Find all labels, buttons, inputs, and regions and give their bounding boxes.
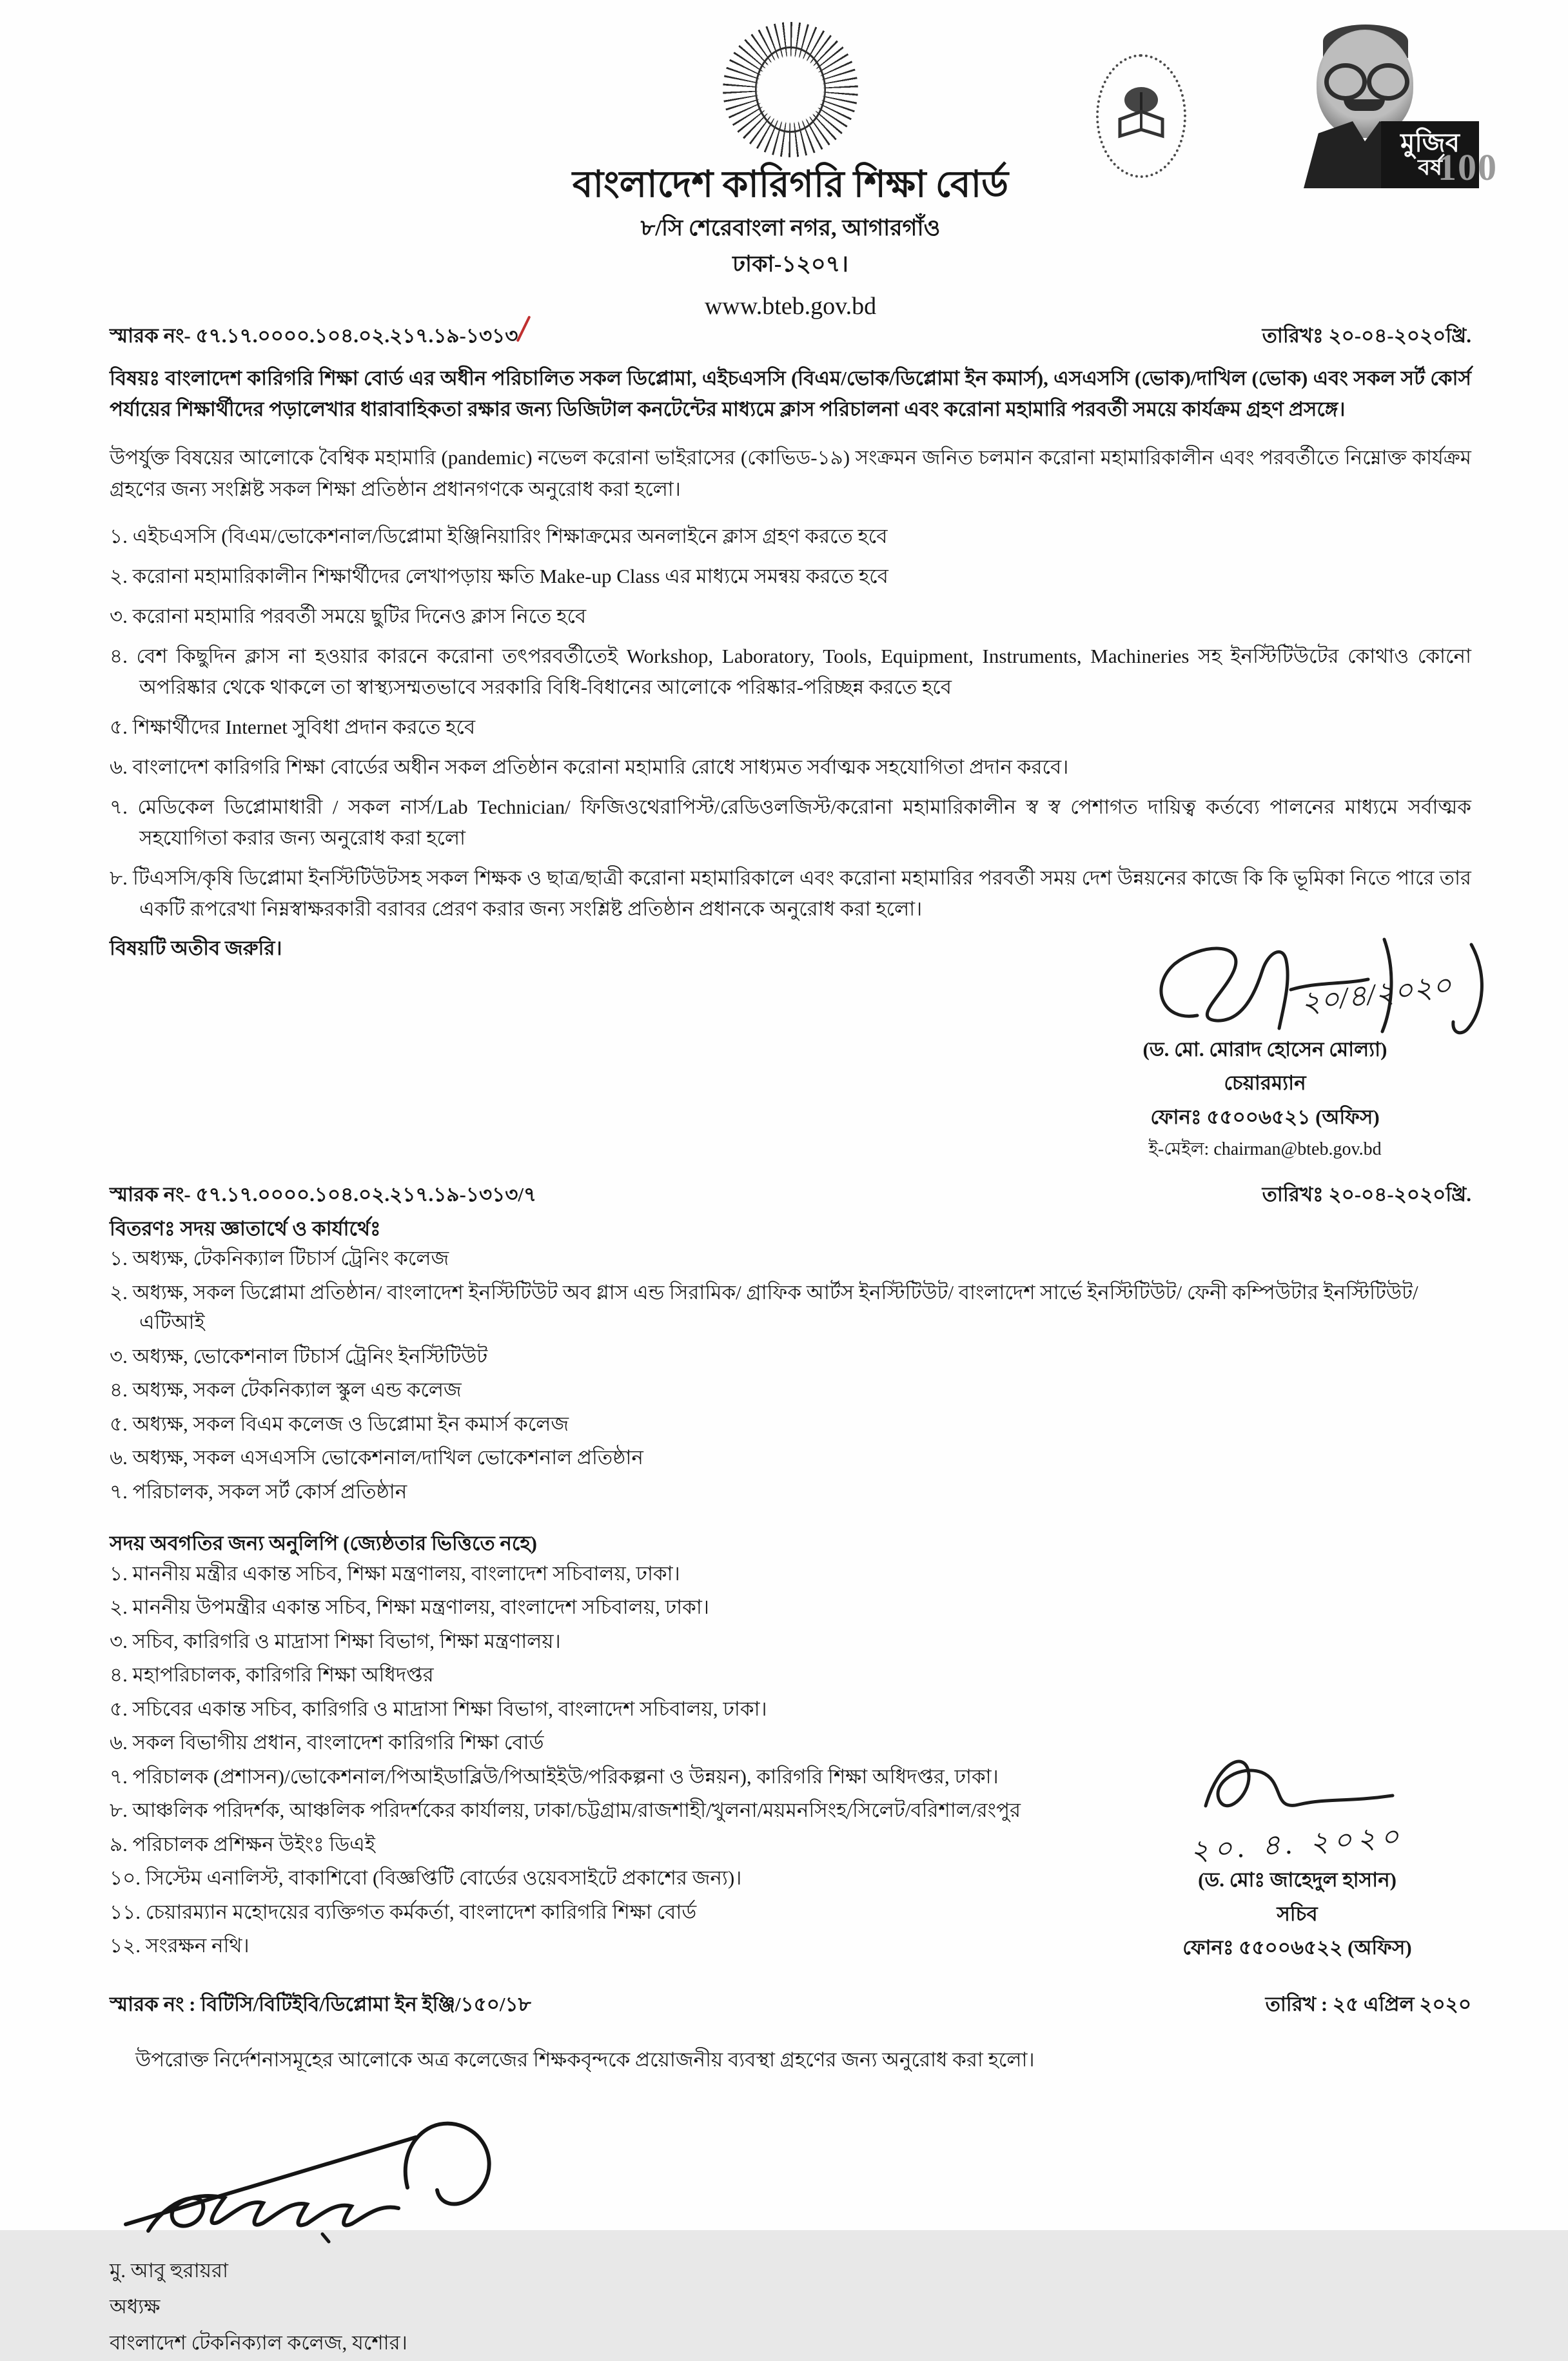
directive-item: ৭. মেডিকেল ডিপ্লোমাধারী / সকল নার্স/Lab Technician/ ফিজিওথেরাপিস্ট/রেডিওলজিস্ট/করোনা মহামারিকালীন স্ব স্ব পেশাগত দায়িত্ব কর্তব্যে পালনের মাধ্যমে সর্বাত্মক সহযোগিতা করার জন্য অনুরোধ করা হলো xyxy=(110,796,1471,850)
chairman-signature-block xyxy=(1059,925,1471,1164)
distribution-item: ১. অধ্যক্ষ, টেকনিক্যাল টিচার্স ট্রেনিং কলেজ xyxy=(110,1247,449,1270)
chairman-name: (ড. মো. মোরাদ হোসেন মোল্যা) xyxy=(1142,1037,1387,1061)
principal-org: বাংলাদেশ টেকনিক্যাল কলেজ, যশোর। xyxy=(110,2331,407,2354)
mujib-borsho-text-2: বর্ষ xyxy=(1418,156,1442,181)
memo1-row xyxy=(110,321,1471,351)
mujib-glasses-icon xyxy=(1324,63,1367,101)
distribution-item: ৬. অধ্যক্ষ, সকল এসএসসি ভোকেশনাল/দাখিল ভোকেশনাল প্রতিষ্ঠান xyxy=(110,1446,643,1469)
distribution-heading: বিতরণঃ সদয় জ্ঞাতার্থে ও কার্যার্থেঃ xyxy=(110,1217,381,1240)
principal-title: অধ্যক্ষ xyxy=(110,2295,161,2318)
principal-signature-icon xyxy=(110,2105,522,2240)
final-note: উপরোক্ত নির্দেশনাসমূহের আলোকে অত্র কলেজের শিক্ষকবৃন্দকে প্রয়োজনীয় ব্যবস্থা গ্রহণের জন্য অনুরোধ করা হলো। xyxy=(135,2048,1035,2072)
cc-item: ১২. সংরক্ষন নথি। xyxy=(110,1934,250,1957)
secretary-title: সচিব xyxy=(1277,1902,1318,1925)
org-name: বাংলাদেশ কারিগরি শিক্ষা বোর্ড xyxy=(572,164,1009,205)
directive-item: ৩. করোনা মহামারি পরবর্তী সময়ে ছুটির দিনেও ক্লাস নিতে হবে xyxy=(110,604,587,627)
cc-item: ২. মাননীয় উপমন্ত্রীর একান্ত সচিব, শিক্ষা মন্ত্রণালয়, বাংলাদেশ সচিবালয়, ঢাকা। xyxy=(110,1596,709,1619)
letterhead xyxy=(110,18,1498,321)
memo2-date: তারিখঃ ২০-০৪-২০২০খ্রি. xyxy=(1262,1183,1471,1206)
cc-item: ৮. আঞ্চলিক পরিদর্শক, আঞ্চলিক পরিদর্শকের কার্যালয়, ঢাকা/চট্টগ্রাম/রাজশাহী/খুলনা/ময়মনসিংহ/সিলেট/বরিশাল/রংপুর xyxy=(110,1799,1021,1822)
memo1-number: স্মারক নং- ৫৭.১৭.০০০০.১০৪.০২.২১৭.১৯-১৩১৩ xyxy=(110,324,518,347)
distribution-item: ২. অধ্যক্ষ, সকল ডিপ্লোমা প্রতিষ্ঠান/ বাংলাদেশ ইনস্টিটিউট অব গ্লাস এন্ড সিরামিক/ গ্রাফিক আর্টস ইনস্টিটিউট/ বাংলাদেশ সার্ভে ইনস্টিটিউট/ ফেনী কম্পিউটার ইনস্টিটিউট/ এটিআই xyxy=(110,1280,1418,1334)
cc-item: ৪. মহাপরিচালক, কারিগরি শিক্ষা অধিদপ্তর xyxy=(110,1663,434,1687)
secretary-handwritten-date: ২০. ৪. ২০২০ xyxy=(1189,1820,1406,1867)
cc-item: ৩. সচিব, কারিগরি ও মাদ্রাসা শিক্ষা বিভাগ, শিক্ষা মন্ত্রণালয়। xyxy=(110,1629,561,1652)
cc-list xyxy=(110,1559,1077,1961)
distribution-item: ৪. অধ্যক্ষ, সকল টেকনিক্যাল স্কুল এন্ড কলেজ xyxy=(110,1378,462,1402)
principal-signature-block xyxy=(110,2105,1471,2361)
memo1-number-wrap xyxy=(110,321,518,351)
secretary-signature-block xyxy=(1117,1735,1478,1963)
chairman-handwritten-date: ২০/৪/২০২০ xyxy=(1298,968,1454,1019)
distribution-item: ৭. পরিচালক, সকল সর্ট কোর্স প্রতিষ্ঠান xyxy=(110,1480,407,1503)
memo3-number: স্মারক নং : বিটিসি/বিটিইবি/ডিপ্লোমা ইন ইঞ্জি/১৫০/১৮ xyxy=(110,1992,531,2015)
secretary-phone: ফোনঃ ৫৫০০৬৫২২ (অফিস) xyxy=(1182,1936,1412,1959)
distribution-list xyxy=(110,1244,1471,1507)
directive-item: ৮. টিএসসি/কৃষি ডিপ্লোমা ইনস্টিটিউটসহ সকল শিক্ষক ও ছাত্র/ছাত্রী করোনা মহামারিকালে এবং করোনা মহামারির পরবর্তী সময় দেশ উন্নয়নের কাজে কি কি ভূমিকা নিতে পারে তার একটি রূপরেখা নিম্নস্বাক্ষরকারী বরাবর প্রেরণ করার জন্য সংশ্লিষ্ট প্রতিষ্ঠান প্রধানকে অনুরোধ করা হলো। xyxy=(110,867,1471,921)
chairman-signature xyxy=(1059,925,1471,1035)
directive-item: ৬. বাংলাদেশ কারিগরি শিক্ষা বোর্ডের অধীন সকল প্রতিষ্ঠান করোনা মহামারি রোধে সাধ্যমত সর্বাত্মক সহযোগিতা প্রদান করবে। xyxy=(110,756,1069,779)
cc-item: ১০. সিস্টেম এনালিস্ট, বাকাশিবো (বিজ্ঞপ্তিটি বোর্ডের ওয়েবসাইটে প্রকাশের জন্য)। xyxy=(110,1866,742,1890)
principal-name: মু. আবু হুরায়রা xyxy=(110,2259,229,2282)
directive-list xyxy=(110,521,1471,925)
directive-item: ৪. বেশ কিছুদিন ক্লাস না হওয়ার কারনে করোনা তৎপরবর্তীতেই Workshop, Laboratory, Tools, Equipment, Instruments, Machineries সহ ইনস্টিটিউটের কোথাও কোনো অপরিষ্কার থেকে থাকলে তা স্বাস্থ্যসম্মতভাবে সরকারি বিধি-বিধানের আলোকে পরিষ্কার-পরিচ্ছন্ন করতে হবে xyxy=(110,644,1471,698)
org-address-line2: ঢাকা-১২০৭। xyxy=(732,251,848,277)
cc-item: ৫. সচিবের একান্ত সচিব, কারিগরি ও মাদ্রাসা শিক্ষা বিভাগ, বাংলাদেশ সচিবালয়, ঢাকা। xyxy=(110,1697,767,1720)
memo2-row xyxy=(110,1180,1471,1210)
urgency-note: বিষয়টি অতীব জরুরি। xyxy=(110,937,282,960)
cc-item: ৯. পরিচালক প্রশিক্ষন উইংঃ ডিএই xyxy=(110,1832,375,1856)
cc-section xyxy=(110,1529,1471,1961)
cc-item: ৬. সকল বিভাগীয় প্রধান, বাংলাদেশ কারিগরি শিক্ষা বোর্ড xyxy=(110,1731,544,1754)
directive-item: ৫. শিক্ষার্থীদের Internet সুবিধা প্রদান করতে হবে xyxy=(110,716,476,739)
bteb-seal-emblem-icon xyxy=(755,46,826,133)
secretary-name: (ড. মোঃ জাহেদুল হাসান) xyxy=(1198,1868,1396,1892)
org-website: www.bteb.gov.bd xyxy=(704,292,877,320)
mujib-mustache xyxy=(1344,99,1385,111)
mujib-glasses-icon xyxy=(1367,63,1409,101)
memo2-number: স্মারক নং- ৫৭.১৭.০০০০.১০৪.০২.২১৭.১৯-১৩১৩/৭ xyxy=(110,1183,537,1206)
cc-item: ৭. পরিচালক (প্রশাসন)/ভোকেশনাল/পিআইডাব্লিউ/পিআইইউ/পরিকল্পনা ও উন্নয়ন), কারিগরি শিক্ষা অধিদপ্তর, ঢাকা। xyxy=(110,1765,999,1788)
bteb-seal-icon xyxy=(723,22,858,157)
directive-item: ২. করোনা মহামারিকালীন শিক্ষার্থীদের লেখাপড়ায় ক্ষতি Make-up Class এর মাধ্যমে সমন্বয় করতে হবে xyxy=(110,564,888,587)
memo3-row xyxy=(110,1990,1471,2020)
memo1-date: তারিখঃ ২০-০৪-২০২০খ্রি. xyxy=(1262,324,1471,347)
chairman-title: চেয়ারম্যান xyxy=(1224,1072,1306,1095)
subject-line: বিষয়ঃ বাংলাদেশ কারিগরি শিক্ষা বোর্ড এর অধীন পরিচালিত সকল ডিপ্লোমা, এইচএসসি (বিএম/ভোক/ডিপ্লোমা ইন কমার্স), এসএসসি (ভোক)/দাখিল (ভোক) এবং সকল সর্ট কোর্স পর্যায়ের শিক্ষার্থীদের পড়ালেখার ধারাবাহিকতা রক্ষার জন্য ডিজিটাল কনটেন্টের মাধ্যমে ক্লাস পরিচালনা এবং করোনা মহামারি পরবর্তী সময়ে কার্যক্রম গ্রহণ প্রসঙ্গে। xyxy=(110,366,1471,420)
cc-item: ১১. চেয়ারম্যান মহোদয়ের ব্যক্তিগত কর্মকর্তা, বাংলাদেশ কারিগরি শিক্ষা বোর্ড xyxy=(110,1900,697,1923)
distribution-item: ৫. অধ্যক্ষ, সকল বিএম কলেজ ও ডিপ্লোমা ইন কমার্স কলেজ xyxy=(110,1412,569,1435)
cc-item: ১. মাননীয় মন্ত্রীর একান্ত সচিব, শিক্ষা মন্ত্রণালয়, বাংলাদেশ সচিবালয়, ঢাকা। xyxy=(110,1562,680,1585)
intro-paragraph: উপর্যুক্ত বিষয়ের আলোকে বৈশ্বিক মহামারি (pandemic) নভেল করোনা ভাইরাসের (কোভিড-১৯) সংক্রমন জনিত চলমান করোনা মহামারিকালীন এবং পরবর্তীতে নিম্নোক্ত কার্যক্রম গ্রহণের জন্য সংশ্লিষ্ট সকল শিক্ষা প্রতিষ্ঠান প্রধানগণকে অনুরোধ করা হলো। xyxy=(110,446,1471,501)
chairman-phone: ফোনঃ ৫৫০০৬৫২১ (অফিস) xyxy=(1150,1105,1380,1128)
mujib-borsho-logo xyxy=(1278,24,1498,191)
directive-item: ১. এইচএসসি (বিএম/ভোকেশনাল/ডিপ্লোমা ইঞ্জিনিয়ারিং শিক্ষাক্রমের অনলাইনে ক্লাস গ্রহণ করতে হবে xyxy=(110,524,888,547)
letterhead-center xyxy=(371,18,1210,325)
org-address-line1: ৮/সি শেরেবাংলা নগর, আগারগাঁও xyxy=(640,215,941,240)
distribution-item: ৩. অধ্যক্ষ, ভোকেশনাল টিচার্স ট্রেনিং ইনস্টিটিউট xyxy=(110,1344,488,1367)
cc-heading: সদয় অবগতির জন্য অনুলিপি (জ্যেষ্ঠতার ভিত্তিতে নহে) xyxy=(110,1532,537,1555)
chairman-email: ই-মেইল: chairman@bteb.gov.bd xyxy=(1148,1139,1382,1160)
mujib-borsho-text-1: মুজিব xyxy=(1400,128,1460,158)
mujib-100-number: 100 xyxy=(1438,146,1498,188)
memo3-date: তারিখ : ২৫ এপ্রিল ২০২০ xyxy=(1265,1992,1471,2015)
education-board-logo-icon xyxy=(1096,54,1186,178)
